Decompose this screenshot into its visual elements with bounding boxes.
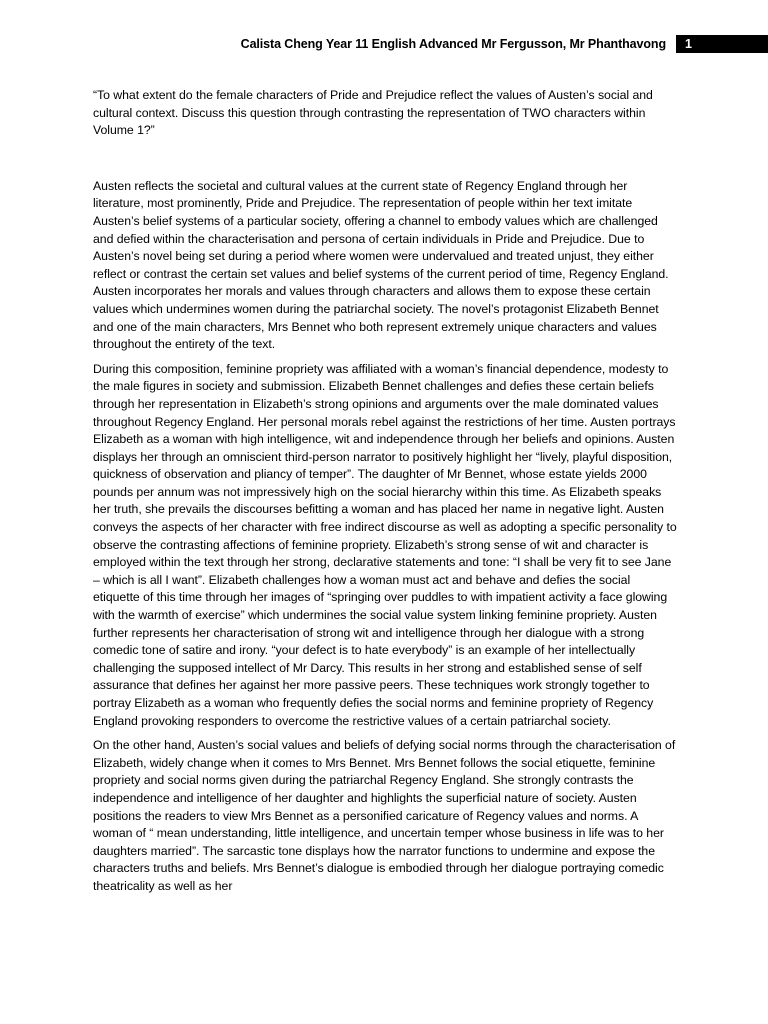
header-title: Calista Cheng Year 11 English Advanced Mr Fergusson, Mr Phanthavong (240, 37, 666, 51)
paragraph-introduction: Austen reflects the societal and cultural values at the current state of Regency England through her literature, most prominently, Pride and Prejudice. The representation of people within her text imitate Austen’s belief systems of a particular society, offering a channel to embody values which are challenged and defied within the characterisation and persona of certain individuals in Pride and Prejudice. Due to Austen’s novel being set during a period where women were undervalued and treated unjust, they either reflect or contrast the certain set values and belief systems of the current period of time, Regency England. Austen incorporates her morals and values through characters and allows them to expose these certain values which undermines women during the patriarchal society. The novel’s protagonist Elizabeth Bennet and one of the main characters, Mrs Bennet who both represent extremely unique characters and values throughout the entirety of the text. (93, 178, 669, 352)
document-body (93, 87, 677, 903)
page-number-badge: 1 (676, 35, 768, 53)
paragraph-elizabeth: During this composition, feminine propriety was affiliated with a woman’s financial dependence, modesty to the male figures in society and submission. Elizabeth Bennet challenges and defies these certain beliefs through her representation in Elizabeth’s strong opinions and arguments over the male dominated values throughout Regency England. Her personal morals rebel against the restrictions of her time. Austen portrays Elizabeth as a woman with high intelligence, wit and independence through her beliefs and opinions. Austen displays her through an omniscient third-person narrator to positively highlight her “lively, playful disposition, quickness of observation and pliancy of temper”. The daughter of Mr Bennet, whose estate yields 2000 pounds per annum was not impressively high on the social hierarchy within this time. As Elizabeth speaks her truth, she prevails the discourses befitting a woman and has placed her name in negative light. Austen conveys the aspects of her character with free indirect discourse as well as adopting a specific personality to observe the contrasting affections of feminine propriety. Elizabeth’s strong sense of wit and character is employed within the text through her strong, declarative statements and tone: “I shall be very fit to see Jane – which is all I want”. Elizabeth challenges how a woman must act and behave and defies the social etiquette of this time through her images of “springing over puddles to with impatient activity a face glowing with the warmth of exercise” which undermines the social value system linking feminine propriety. Austen further represents her characterisation of strong wit and intelligence through her dialogue with a strong comedic tone of satire and irony. “your defect is to hate everybody” is an example of her intellectually challenging the supposed intellect of Mr Darcy. This results in her strong and established sense of self assurance that defines her against her more passive peers. These techniques work strongly together to portray Elizabeth as a woman who frequently defies the social norms and feminine propriety of Regency England provoking responders to overcome the restrictive values of a certain patriarchal society. (93, 361, 677, 728)
essay-question: “To what extent do the female characters of Pride and Prejudice reflect the values of Austen’s social and cultural context. Discuss this question through contrasting the representation of TWO characters within Volume 1?” (93, 88, 653, 138)
page-header (0, 35, 768, 53)
paragraph-mrs-bennet: On the other hand, Austen’s social values and beliefs of defying social norms through the characterisation of Elizabeth, widely change when it comes to Mrs Bennet. Mrs Bennet follows the social etiquette, feminine propriety and social norms given during the patriarchal Regency England. She strongly contrasts the independence and intelligence of her daughter and highlights the superficial nature of society. Austen positions the readers to view Mrs Bennet as a personified caricature of Regency values and norms. A woman of “ mean understanding, little intelligence, and uncertain temper whose business in life was to her daughters married”. The sarcastic tone displays how the narrator functions to undermine and expose the characters truths and beliefs. Mrs Bennet’s dialogue is embodied through her dialogue portraying comedic theatricality as well as her (93, 738, 676, 893)
